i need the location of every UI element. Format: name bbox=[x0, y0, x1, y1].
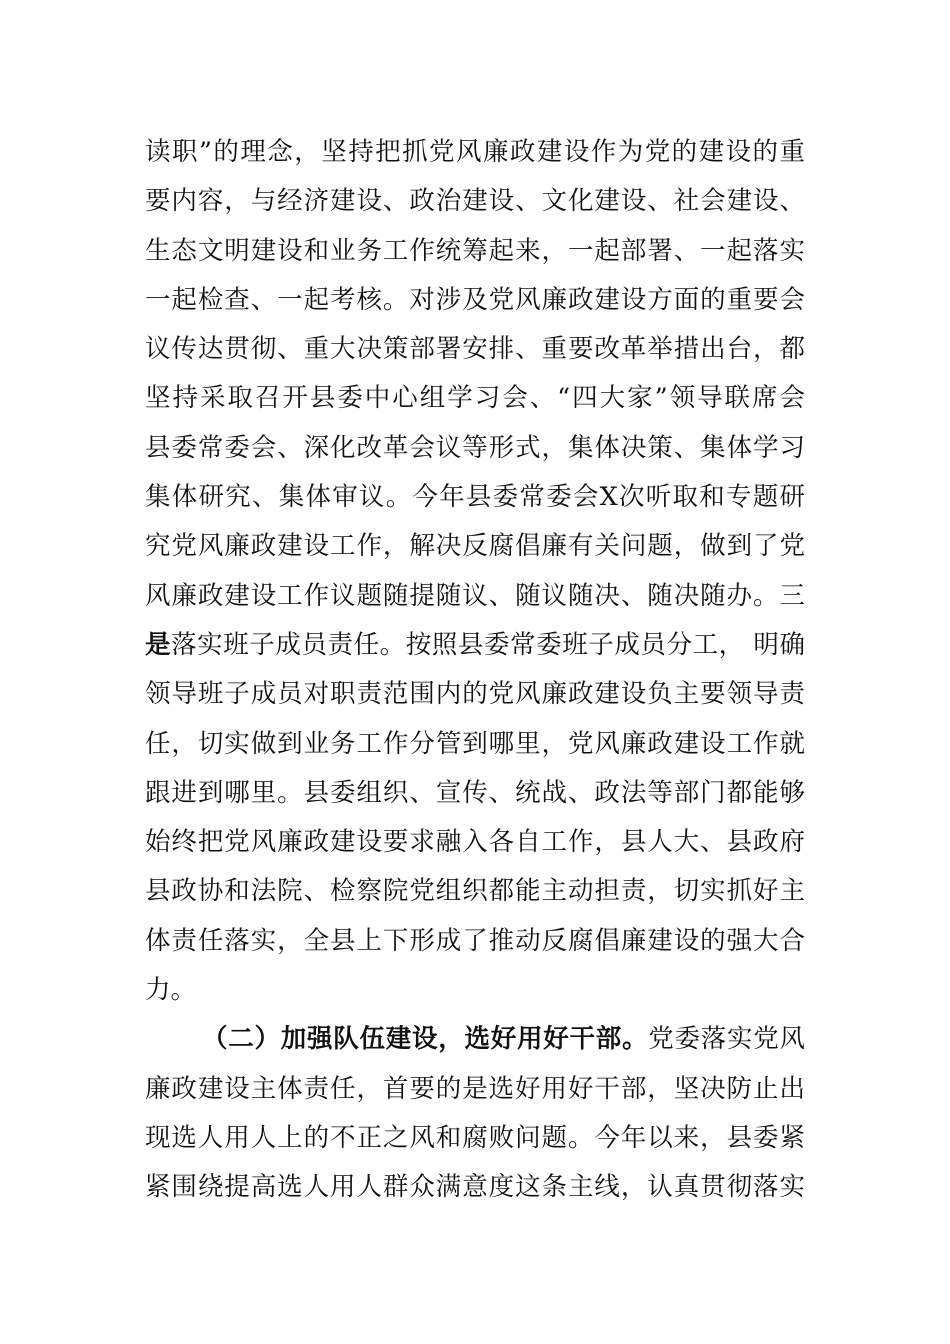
text-line: 力。 bbox=[145, 975, 197, 1006]
text-line: 读职”的理念，坚持把抓党风廉政建设作为党的建设的重 bbox=[145, 137, 805, 167]
text-line: 跟进到哪里。县委组织、宣传、统战、政法等部门都能够 bbox=[145, 777, 805, 808]
text-line: 议传达贯彻、重大决策部署安排、重要改革举措出台，都 bbox=[145, 334, 805, 365]
text-line: 要内容，与经济建设、政治建设、文化建设、社会建设、 bbox=[145, 186, 805, 217]
document-body bbox=[145, 128, 805, 1213]
text-line: 坚持采取召开县委中心组学习会、“四大家”领导联席会 bbox=[145, 383, 805, 414]
bold-marker: 是 bbox=[145, 629, 172, 660]
section-heading: （二）加强队伍建设，选好用好干部。 bbox=[202, 1024, 649, 1055]
text-line: 廉政建设主体责任，首要的是选好用好干部，坚决防止出 bbox=[145, 1073, 805, 1104]
text-line: 任，切实做到业务工作分管到哪里，党风廉政建设工作就 bbox=[145, 728, 805, 759]
text-line: 现选人用人上的不正之风和腐败问题。今年以来，县委紧 bbox=[145, 1122, 805, 1153]
text-line: 县政协和法院、检察院党组织都能主动担责，切实抓好主 bbox=[145, 876, 805, 907]
text-line: 集体研究、集体审议。今年县委常委会X次听取和专题研 bbox=[145, 482, 805, 513]
text-line: 领导班子成员对职责范围内的党风廉政建设负主要领导责 bbox=[145, 679, 805, 710]
text-line: 紧围绕提高选人用人群众满意度这条主线，认真贯彻落实 bbox=[145, 1172, 805, 1203]
text-line: 风廉政建设工作议题随提随议、随议随决、随决随办。三 bbox=[145, 580, 805, 611]
text-line: 始终把党风廉政建设要求融入各自工作，县人大、县政府 bbox=[145, 827, 805, 858]
text-line: 一起检查、一起考核。对涉及党风廉政建设方面的重要会 bbox=[145, 284, 805, 315]
text-line: 究党风廉政建设工作，解决反腐倡廉有关问题，做到了党 bbox=[145, 531, 805, 562]
text-line: 生态文明建设和业务工作统筹起来，一起部署、一起落实 bbox=[145, 235, 805, 266]
text-line: 体责任落实，全县上下形成了推动反腐倡廉建设的强大合 bbox=[145, 925, 805, 956]
text-line: 县委常委会、深化改革会议等形式，集体决策、集体学习 bbox=[145, 432, 805, 463]
text-line bbox=[145, 621, 805, 670]
section-heading-line bbox=[145, 1015, 805, 1064]
text-span: 落实班子成员责任。按照县委常委班子成员分工， 明确 bbox=[171, 629, 805, 660]
text-span: 党委落实党风 bbox=[648, 1024, 805, 1055]
